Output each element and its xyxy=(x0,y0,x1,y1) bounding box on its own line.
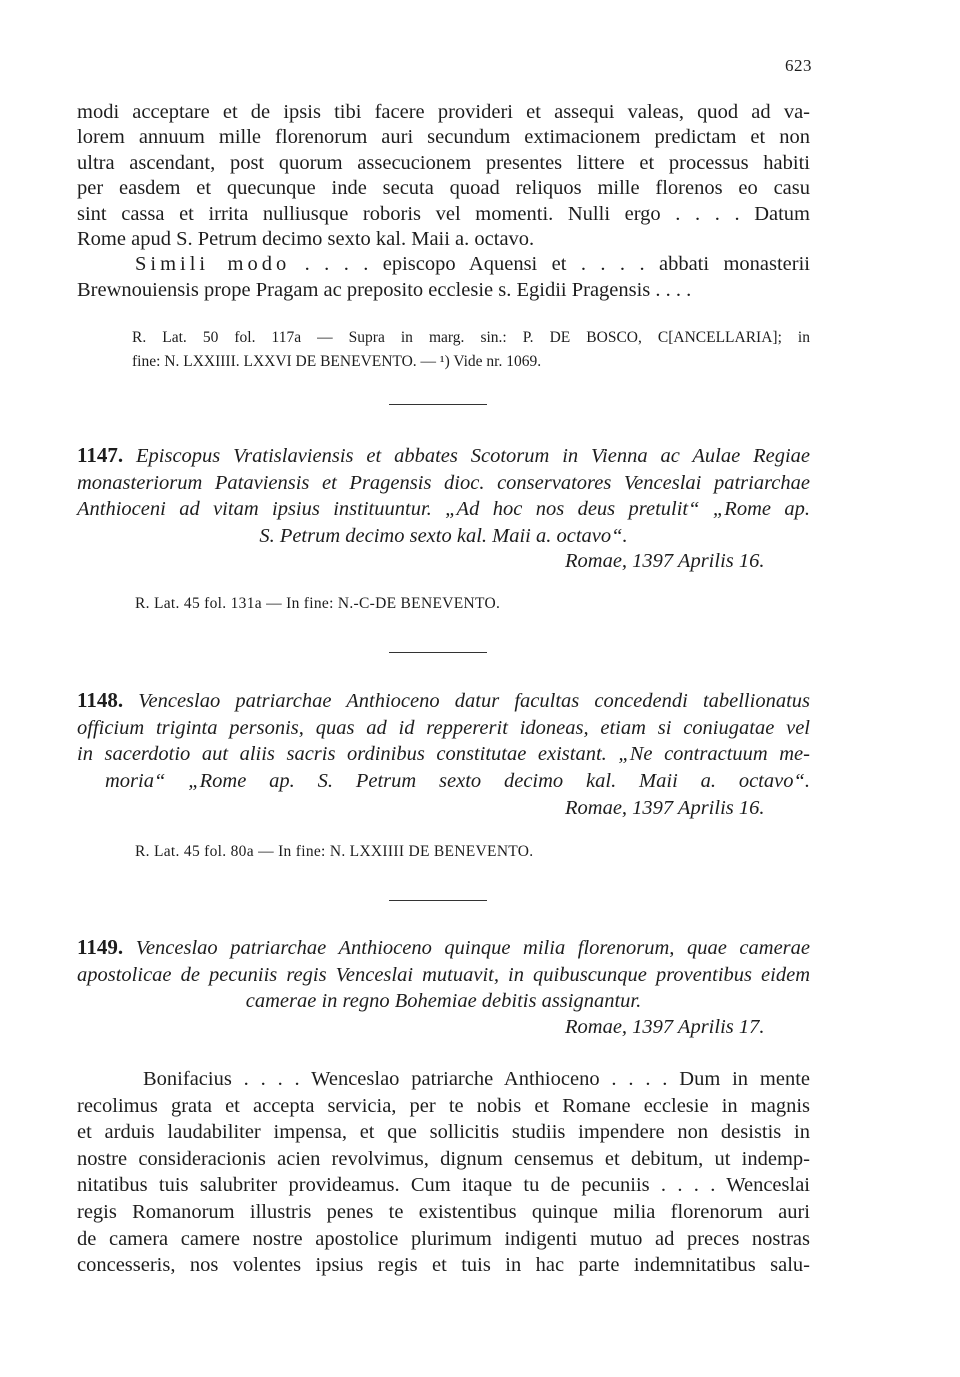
text-line: et arduis laudabiliter impensa, et que sollicitis studiis impendere non desistis in xyxy=(77,1121,810,1144)
separator-rule xyxy=(389,900,487,901)
similar-line-rest: . . . . episcopo Aquensi et . . . . abbati monasterii xyxy=(290,253,810,276)
summary-line: S. Petrum decimo sexto kal. Maii a. octavo“. xyxy=(259,524,628,547)
similar-line xyxy=(77,252,810,277)
summary-line: camerae in regno Bohemiae debitis assignantur. xyxy=(245,990,642,1012)
shelfmark: R. Lat. 45 fol. 80a — In fine: N. LXXIIII DE BENEVENTO. xyxy=(135,843,534,860)
entry-date: Romae, 1397 Aprilis 17. xyxy=(565,1016,765,1038)
opening-paragraph xyxy=(77,100,810,303)
entry-date: Romae, 1397 Aprilis 16. xyxy=(565,550,765,572)
text-line: nitatibus tuis salubriter provideamus. Cum itaque tu de pecuniis . . . . Wenceslai xyxy=(77,1174,810,1197)
shelfmark: R. Lat. 45 fol. 131a — In fine: N.-C-DE BENEVENTO. xyxy=(135,595,501,612)
text-line: Bonifacius . . . . Wenceslao patriarche Anthioceno . . . . Dum in mente xyxy=(143,1068,810,1090)
summary-line: apostolicae de pecuniis regis Venceslai mutuavit, in quibuscunque proventibus eidem xyxy=(77,963,810,986)
summary-line: moria“ „Rome ap. S. Petrum sexto decimo kal. Maii a. octavo“. xyxy=(105,769,810,792)
text-line: nostre consideracionis acien revolvimus, dignum censemus et debitum, ut indemp- xyxy=(77,1147,810,1170)
summary-line: monasteriorum Pataviensis et Pragensis dioc. conservatores Venceslai patriarchae xyxy=(77,471,810,494)
entry-number: 1149. xyxy=(77,935,124,959)
entry-1149-summary xyxy=(77,934,810,1015)
entry-number: 1148. xyxy=(77,688,124,712)
text-line: de camera camere nostre apostolice plurimum indigenti mutuo ad preces nostras xyxy=(77,1227,810,1250)
entry-1147-summary xyxy=(77,442,810,549)
text-line: regis Romanorum illustris penes te existentibus quinque milia florenorum auri xyxy=(77,1200,810,1223)
text-line: lorem annuum mille florenorum auri secundum extimacionem predictam et non xyxy=(77,126,810,149)
entry-number: 1147. xyxy=(77,443,124,467)
summary-line: officium triginta personis, quas ad id reppererit idoneas, etiam si coniugatae vel xyxy=(77,716,810,739)
summary-line: 1147. Episcopus Vratislaviensis et abbates Scotorum in Vienna ac Aulae Regiae xyxy=(77,443,810,467)
text-line: Brewnouiensis prope Pragam ac preposito ecclesie s. Egidii Pragensis . . . . xyxy=(77,278,692,301)
summary-line: 1149. Venceslao patriarchae Anthioceno quinque milia florenorum, quae camerae xyxy=(77,935,810,959)
entry-1148-summary xyxy=(77,687,810,794)
summary-line: 1148. Venceslao patriarchae Anthioceno datur facultas concedendi tabellionatus xyxy=(77,688,810,712)
page-number: 623 xyxy=(785,56,812,75)
letter-text-block xyxy=(77,1066,810,1279)
opening-text-block xyxy=(77,100,810,303)
source-note xyxy=(132,326,810,374)
text-line: modi acceptare et de ipsis tibi facere provideri et assequi valeas, quod ad va- xyxy=(77,101,810,123)
summary-line: Anthioceni ad vitam ipsius instituuntur. „Ad hoc nos deus pretulit“ „Rome ap. xyxy=(77,498,810,520)
letter-paragraph xyxy=(77,1066,810,1279)
separator-rule xyxy=(389,652,487,653)
text-line: recolimus grata et accepta servicia, per te nobis et Romane ecclesie in magnis xyxy=(77,1094,810,1117)
entry-date: Romae, 1397 Aprilis 16. xyxy=(565,797,765,819)
note-line: fine: N. LXXIIII. LXXVI DE BENEVENTO. — ¹) Vide nr. 1069. xyxy=(132,353,542,370)
note-line: R. Lat. 50 fol. 117a — Supra in marg. sin.: P. DE BOSCO, C[ANCELLARIA]; in xyxy=(132,329,810,346)
text-line: sint cassa et irrita nulliusque roboris vel momenti. Nulli ergo . . . . Datum xyxy=(77,202,810,225)
summary-line: in sacerdotio aut aliis sacris ordinibus constitutae existant. „Ne contractuum me- xyxy=(77,743,810,765)
spaced-phrase: Simili modo xyxy=(135,253,291,276)
separator-rule xyxy=(389,404,487,405)
text-line: ultra ascendant, post quorum assecucionem presentes littere et processus habiti xyxy=(77,151,810,174)
text-line: per easdem et quecunque inde secuta quoad reliquos mille florenos eo casu xyxy=(77,177,810,200)
text-line: Rome apud S. Petrum decimo sexto kal. Maii a. octavo. xyxy=(77,228,535,251)
text-line: concesseris, nos volentes ipsius regis et tuis in hac parte indemnitatibus salu- xyxy=(77,1254,810,1277)
